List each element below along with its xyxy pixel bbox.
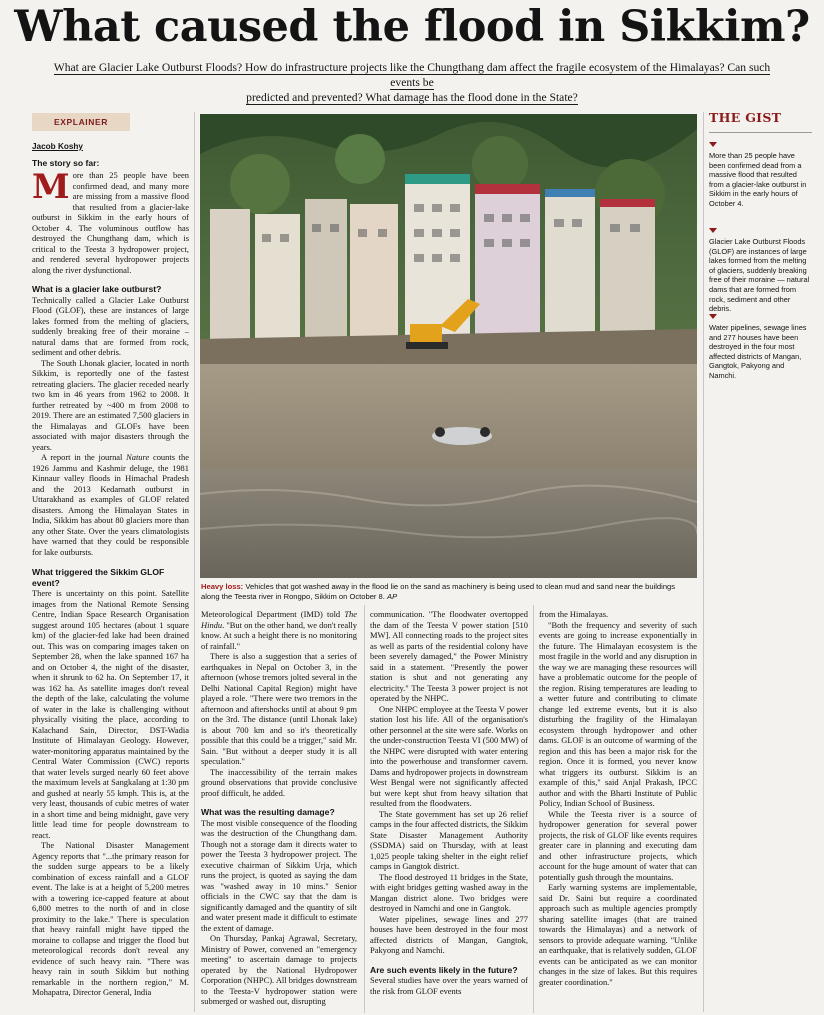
heading-future-events: Are such events likely in the future? [370, 964, 518, 975]
heading-glacier-lake-outburst: What is a glacier lake outburst? [32, 284, 162, 294]
gist-item [709, 314, 813, 381]
triangle-bullet-icon [709, 142, 717, 147]
heading-story-so-far: The story so far: [32, 157, 100, 168]
paragraph: On Thursday, Pankaj Agrawal, Secretary, Ministry of Power, convened an "emergency meeting" to ascertain damage to projects operated by the National Hydropower Corporation (NHPC). All bridges downstream to the Teesta-V hydropower station were submerged or washed out, disrupting [201, 933, 357, 1006]
byline: Jacob Koshy [32, 142, 83, 151]
paragraph: A report in the journal Nature counts the 1926 Jammu and Kashmir deluge, the 1981 Kinnaur valley floods in Himachal Pradesh and the 2013 Kedarnath outburst in Uttarakhand as examples of GLOF related disasters. Among the Himalayan States in India, Sikkim has about 80 glaciers more than any other State. Over the years climatologists have warned that they could be responsible for lake outbursts. [32, 452, 189, 557]
paragraph: The inaccessibility of the terrain makes ground observations that provide conclusive proof difficult, he added. [201, 766, 357, 798]
heading-resulting-damage: What was the resulting damage? [201, 807, 335, 817]
story-paragraph [32, 167, 189, 275]
gist-item-text: Water pipelines, sewage lines and 277 houses have been destroyed in the four most affected districts of Mangan, Gangtok, Pakyong and Namchi. [709, 323, 807, 380]
paragraph: Water pipelines, sewage lines and 277 houses have been destroyed in the four most affected districts of Mangan, Gangtok, Pakyong and Namchi. [370, 913, 528, 955]
gist-item [709, 228, 813, 314]
paragraph: One NHPC employee at the Teesta V power station lost his life. All of the organisation's other personnel at the site were safe. Works on the under-construction Teesta VI (500 MW) of the NHPC were disrupted with water entering into the powerhouse and transformer cavern. Dams and hydropower projects in downstream West Bengal were not significantly affected but were kept shut from heavy siltation that resulted from the floodwaters. [370, 703, 528, 808]
paragraph: Technically called a Glacier Lake Outburst Flood (GLOF), these are instances of large lakes formed from the melting of glaciers, suddenly breaking free of their moraine – natural dams that are formed from rock, sediment and other debris. [32, 294, 189, 357]
heading-what-triggered: What triggered the Sikkim GLOF event? [32, 567, 165, 588]
paragraph: The South Lhonak glacier, located in north Sikkim, is reportedly one of the fastest retreating glaciers. The glacier receded nearly two km in 46 years from 1962 to 2008. It further retreated by ~400 m from 2008 to 2019. There are an estimated 7,500 glaciers in the Himalayas and GLOFs have been associated with major disasters through the years. [32, 357, 189, 452]
gist-item-text: Glacier Lake Outburst Floods (GLOF) are instances of large lakes formed from the melting of glaciers, suddenly breaking free of their moraine — natural dams that are formed from rock, sediment and other debris. [709, 237, 810, 314]
story-text: ore than 25 people have been confirmed dead, and many more are missing from a massive flood that resulted from a glacier-lake outburst in Sikkim in the early hours of October 4. The voluminous outflow has destroyed the Chungthang dam, which is critical to the Teesta 3 hydropower project, and rendered several hydropower projects along the river dysfunctional. [32, 170, 189, 275]
paragraph: While the Teesta river is a source of hydropower generation for several power projects, the risk of GLOF like events requires greater care in planning and executing dam and other infrastructure projects, which account for the huge amount of water that can potentially gush through the mountains. [539, 808, 697, 882]
flood-photo [200, 114, 697, 578]
gist-rule [709, 132, 812, 133]
article-column-3 [370, 609, 528, 996]
dropcap: M [32, 167, 70, 207]
paragraph: The National Disaster Management Agency reports that "...the primary reason for the sudden surge appears to be a likely combination of excess rainfall and a GLOF event. The lake is at a height of 5,200 metres with a towering ice-capped feature at about 6,800 metres to the north of and in close proximity to the lake." There is speculation that heavy rainfall might have tipped the moraine to collapse and trigger the flood but meteorological records don't reveal any evidence of such heavy rain. "There was heavy rain in south Sikkim but nothing remarkable in the northern region," M. Mohapatra, Director General, India [32, 840, 189, 997]
gist-item [709, 142, 813, 209]
paragraph: There is also a suggestion that a series of earthquakes in Nepal on October 3, in the afternoon (whose tremors jolted several in the Delhi National Capital Region) might have played a role. "There were two tremors in the afternoon and aftershocks until at about 9 pm on the 3rd. The distance (until Lhonak lake) is about 700 km and so it's theoretically possible that this could be a trigger," said Mr. Sain. "But without a deeper study it is all speculation." [201, 651, 357, 766]
paragraph: The State government has set up 26 relief camps in the four affected districts, the Sikkim State Disaster Management Authority (SSDMA) said on Thursday, with at least 1,025 people taking shelter in the eight relief camps in Gangtok district. [370, 808, 528, 871]
column-divider [703, 112, 704, 1012]
flood-scene-illustration [200, 114, 697, 578]
standfirst-line-1: What are Glacier Lake Outburst Floods? How do infrastructure projects like the Chungthang dam affect the fragile ecosystem of the Himalayas? Can such events be [53, 61, 771, 89]
paragraph: "Both the frequency and severity of such events are going to increase exponentially in the future. The Himalayan ecosystem is the most fragile in the world and any disruption in the way we are managing these resources will have a problematic outcome for the people of the region. Rising temperatures are leading to a wetter future and contributing to climate change led extreme events, but it is also disturbing the fragility of the Himalayan ecosystem through hydropower and other dams. GLOF is an outcome of warming of the region and this has been a major risk for the region. Once it is formed, you never know what triggers its outburst. Sikkim is an example of this," said Anjal Prakash, IPCC author and with the Bharti Institute of Public Policy, Indian School of Business. [539, 619, 697, 808]
standfirst-line-2: predicted and prevented? What damage has the flood done in the State? [246, 91, 578, 104]
paragraph: The most visible consequence of the flooding was the destruction of the Chungthang dam. Though not a storage dam it directs water to power the Teesta 3 hydropower project. The executive chairman of Sikkim Urja, which runs the project, is quoted as saying the dam was "washed away in 10 mins." Senior officials in the CWC say that the dam is significantly damaged and the quantity of silt and water present made it difficult to estimate the extent of damage. [201, 817, 357, 933]
caption-label: Heavy loss: [201, 582, 244, 591]
column-divider [533, 605, 534, 1013]
article-column-4 [539, 609, 697, 987]
standfirst [40, 60, 784, 105]
article-column-1 [32, 142, 189, 998]
gist-item-text: More than 25 people have been confirmed dead from a massive flood that resulted from a glacier-lake outburst in Sikkim in the early hours of October 4. [709, 151, 807, 208]
triangle-bullet-icon [709, 314, 717, 319]
headline: What caused the flood in Sikkim? [14, 2, 810, 52]
explainer-label: EXPLAINER [32, 113, 130, 131]
paragraph: from the Himalayas. [539, 609, 609, 619]
paragraph: Early warning systems are implementable, said Dr. Saini but require a coordinated approach such as multiple agencies promptly sharing satellite images (that are trained towards the Himalayas) and a network of sensors to provide adequate warning. "Unlike an earthquake, that is relatively sudden, GLOF events can be anticipated as we can monitor changes in the size of lakes. But this requires greater coordination." [539, 882, 697, 987]
triangle-bullet-icon [709, 228, 717, 233]
paragraph: The flood destroyed 11 bridges in the State, with eight bridges getting washed away in the Mangan district alone. Two bridges were destroyed in Namchi and one in Gangtok. [370, 871, 528, 913]
caption-text: Vehicles that got washed away in the flood lie on the sand as machinery is being used to clean mud and sand near the buildings along the Teesta river in Rongpo, Sikkim on October 8. [201, 582, 676, 601]
column-divider [194, 112, 195, 1012]
gist-title: THE GIST [709, 110, 782, 125]
photo-caption [201, 582, 695, 602]
paragraph: Several studies have over the years warned of the risk from GLOF events [370, 975, 528, 996]
column-divider [364, 605, 365, 1013]
article-column-2 [201, 609, 357, 1007]
photo-credit: AP [387, 592, 398, 601]
paragraph: There is uncertainty on this point. Satellite images from the National Remote Sensing Centre, Indian Space Research Organisation suggest around 105 hectares (about 1 square km) of the glacier-fed lake had been drained out. This was on comparing images taken on September 28, when the lake spanned 167 ha and on October 4, the night of the disaster, when it shrunk to 62 ha. On September 17, it was 162 ha. As satellite images don't reveal the depth of the lake, calculating the volume of water in the lake is challenging without physically visiting the place, according to Kalachand Sain, Director, DST-Wadia Institute of Himalayan Geology. However, water-monitoring apparatus maintained by the Central Water Commission (CWC) reports that water levels surged nearly 60 feet above the maximum levels at Sangkalang at 1:30 pm and gushed at nearly 55 kmph. This is, at the very least, thousands of cubic metres of water in a short time and being midnight, gave very little lead time for people downstream to react. [32, 588, 189, 840]
paragraph: communication. "The floodwater overtopped the dam of the Teesta V power station [510 MW]. All connecting roads to the project sites as well as parts of the residential colony have been severely damaged," the Power Ministry said in a statement. "Presently the power station is shut and not generating any electricity." The Teesta 3 power project is not operated by the NHPC. [370, 609, 528, 703]
paragraph: Meteorological Department (IMD) told The Hindu. "But on the other hand, we don't really know. At such a height there is no monitoring of rainfall." [201, 609, 357, 651]
